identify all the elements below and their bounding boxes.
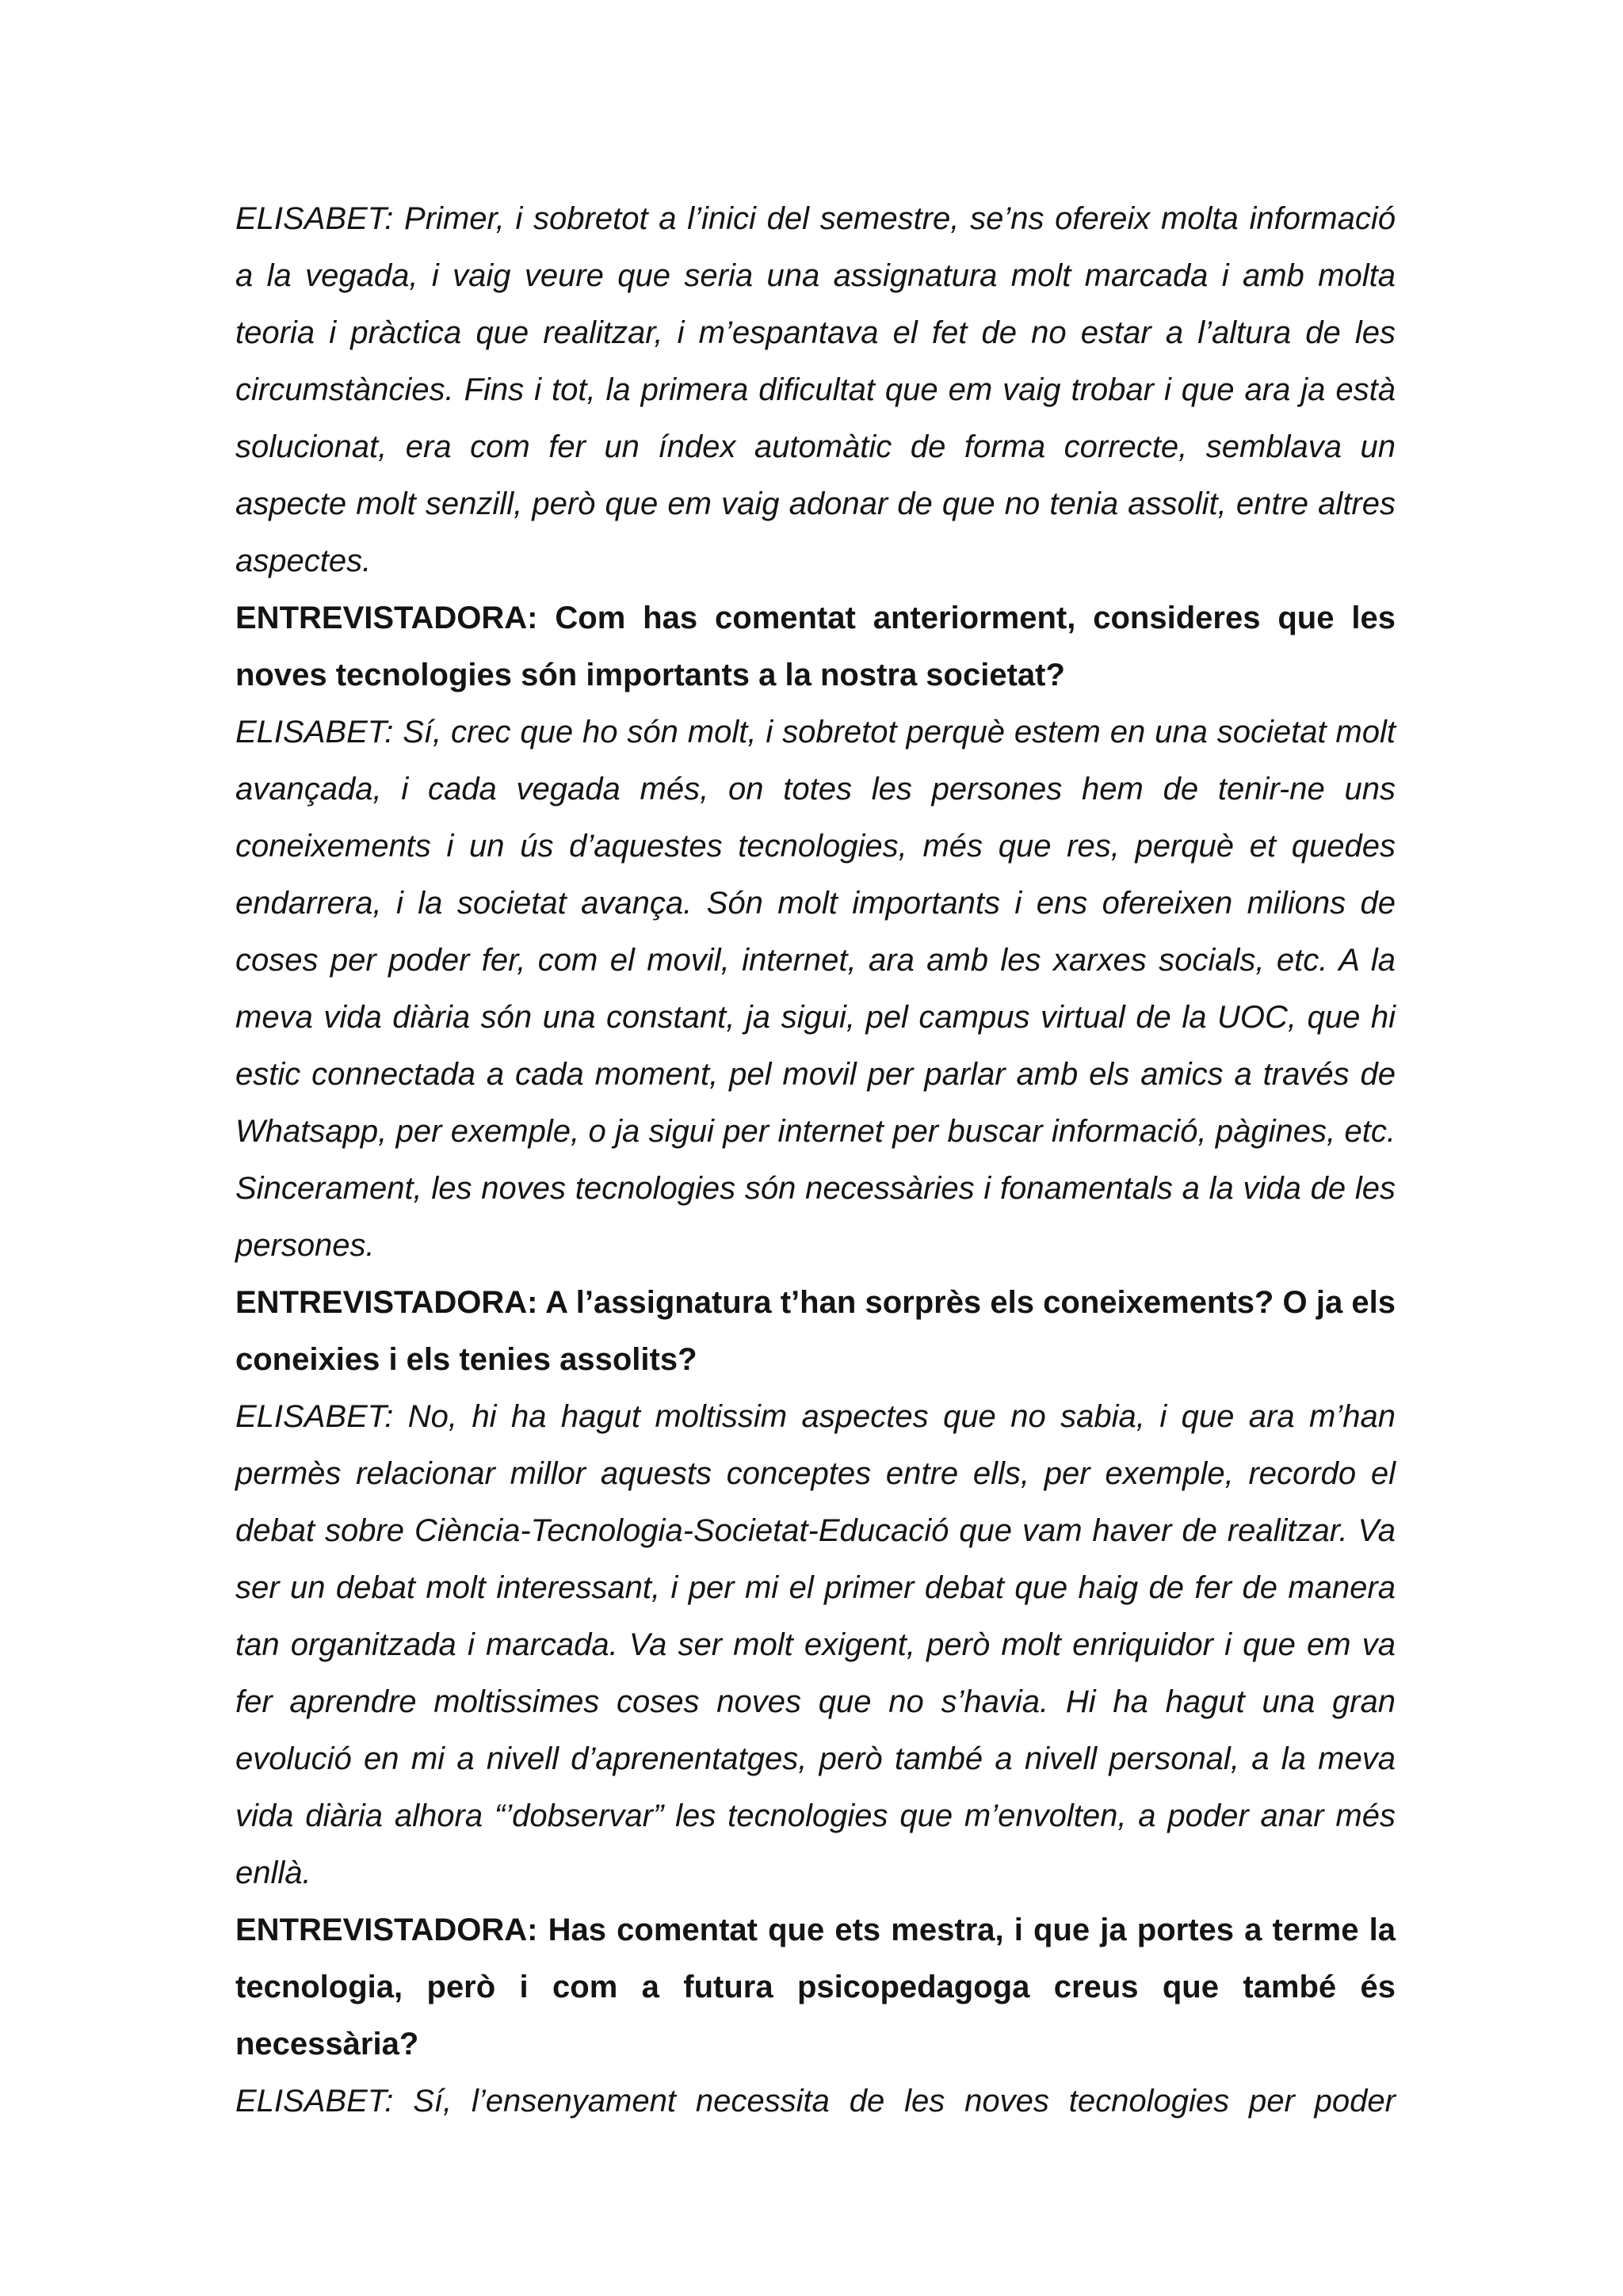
answer-paragraph-truncated: ELISABET: Sí, l’ensenyament necessita de les noves tecnologies per poder [235, 2084, 1396, 2119]
answer-paragraph: ELISABET: Primer, i sobretot a l’inici del semestre, se’ns ofereix molta informació a la vegada, i vaig veure que seria una assignatura molt marcada i amb molta teoria i pràctica que realitzar, i m’espantava el fet de no estar a l’altura de les circumstàncies. Fins i tot, la primera dificultat que em vaig trobar i que ara ja està solucionat, era com fer un índex automàtic de forma correcte, semblava un aspecte molt senzill, però que em vaig adonar de que no tenia assolit, entre altres aspectes. [235, 201, 1396, 578]
question-paragraph: ENTREVISTADORA: Has comentat que ets mestra, i que ja portes a terme la tecnologia, però i com a futura psicopedagoga creus que també és necessària? [235, 1913, 1396, 2061]
answer-paragraph: ELISABET: No, hi ha hagut moltissim aspectes que no sabia, i que ara m’han permès relacionar millor aquests conceptes entre ells, per exemple, recordo el debat sobre Ciència-Tecnologia-Societat-Educació que vam haver de realitzar. Va ser un debat molt interessant, i per mi el primer debat que haig de fer de manera tan organitzada i marcada. Va ser molt exigent, però molt enriquidor i que em va fer aprendre moltissimes coses noves que no s’havia. Hi ha hagut una gran evolució en mi a nivell d’aprenentatges, però també a nivell personal, a la meva vida diària alhora “’dobservar” les tecnologies que m’envolten, a poder anar més enllà. [235, 1399, 1396, 1890]
question-paragraph: ENTREVISTADORA: Com has comentat anteriorment, consideres que les noves tecnologies són importants a la nostra societat? [235, 601, 1396, 692]
question-paragraph: ENTREVISTADORA: A l’assignatura t’han sorprès els coneixements? O ja els coneixies i els tenies assolits? [235, 1285, 1396, 1377]
answer-paragraph: ELISABET: Sí, crec que ho són molt, i sobretot perquè estem en una societat molt avançada, i cada vegada més, on totes les persones hem de tenir-ne uns coneixements i un ús d’aquestes tecnologies, més que res, perquè et quedes endarrera, i la societat avança. Són molt importants i ens ofereixen milions de coses per poder fer, com el movil, internet, ara amb les xarxes socials, etc. A la meva vida diària són una constant, ja sigui, pel campus virtual de la UOC, que hi estic connectada a cada moment, pel movil per parlar amb els amics a través de Whatsapp, per exemple, o ja sigui per internet per buscar informació, pàgines, etc. Sincerament, les noves tecnologies són necessàries i fonamentals a la vida de les persones. [235, 715, 1396, 1263]
document-page [235, 190, 1396, 2130]
